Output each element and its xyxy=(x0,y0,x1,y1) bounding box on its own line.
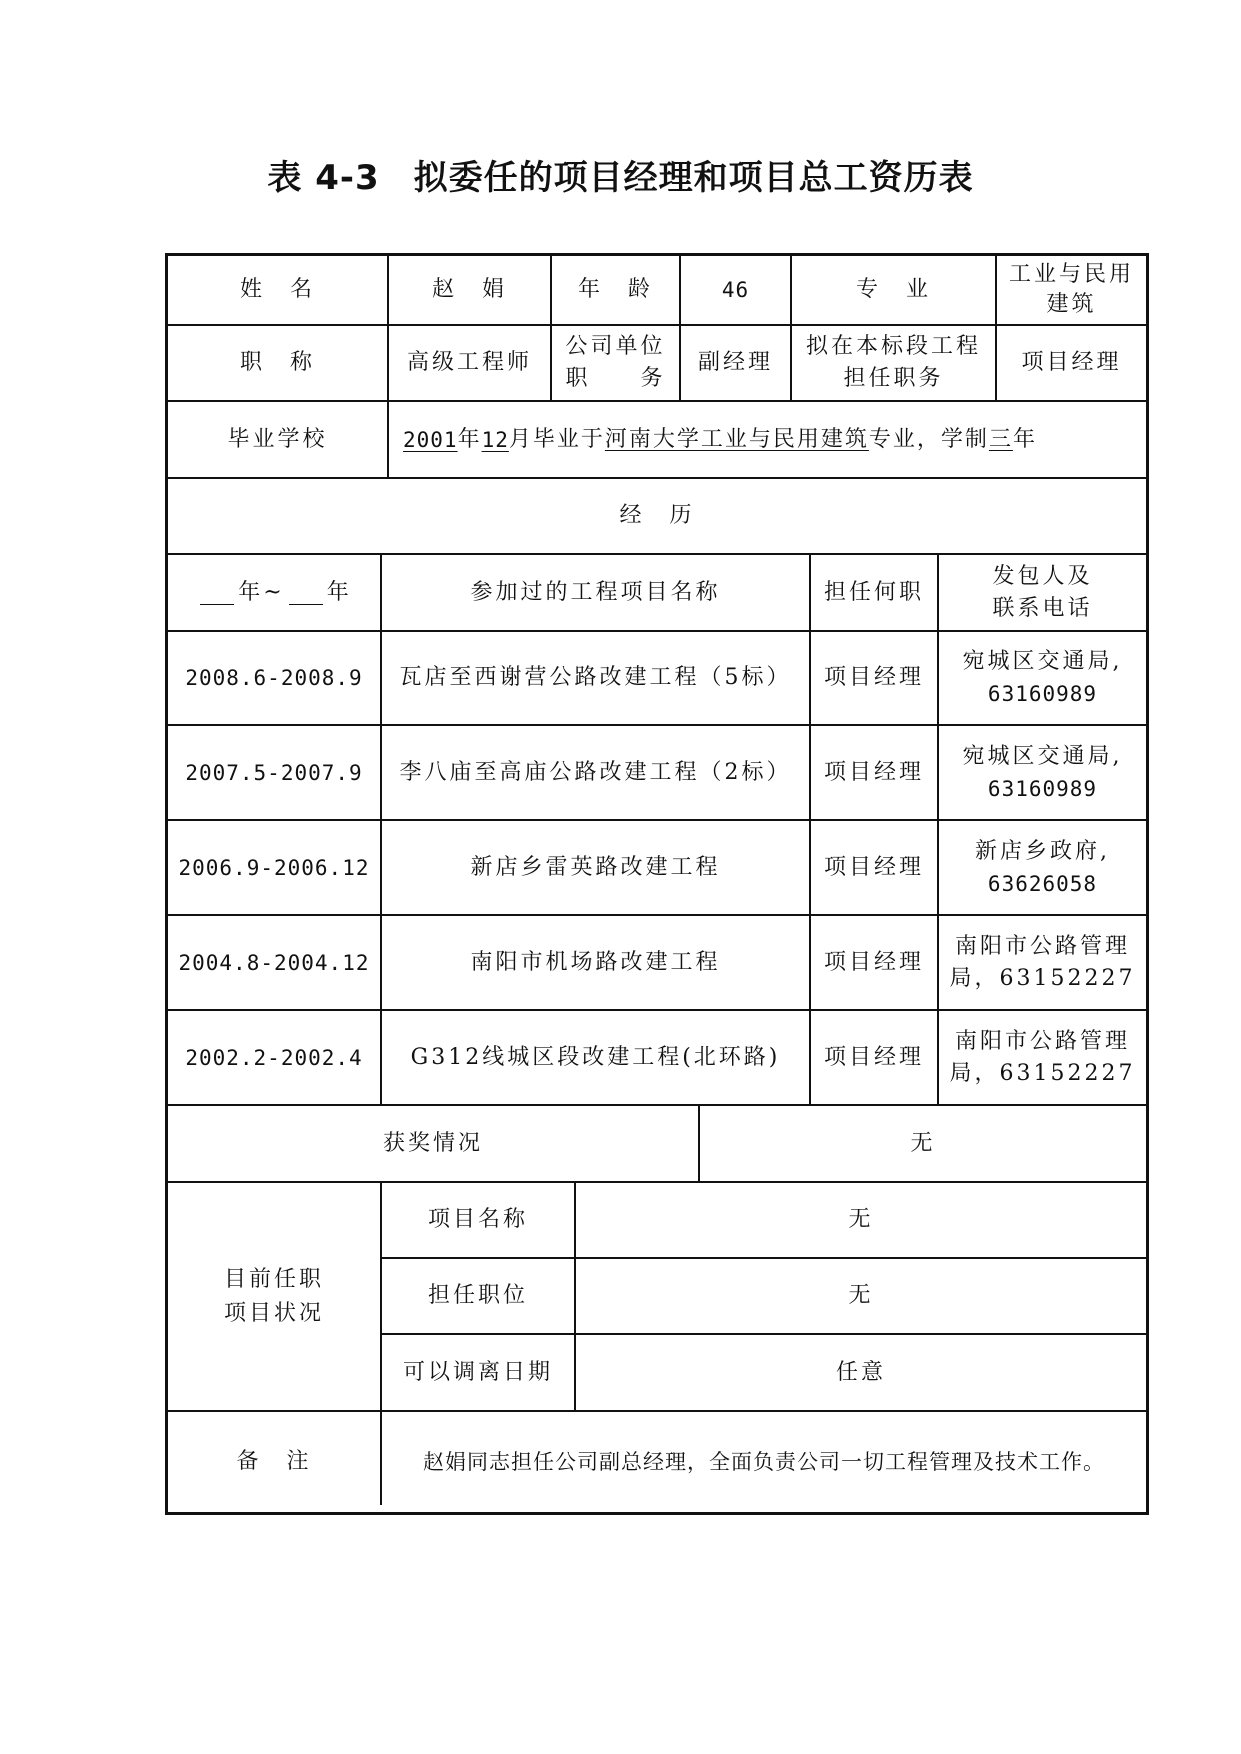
company-post-label: 公司单位 职 务 xyxy=(565,334,666,391)
experience-heading: 经 历 xyxy=(619,503,695,528)
table-row-role: 项目经理 xyxy=(823,665,924,690)
school-value: 2001 年 12 月毕业于 河南大学工业与民用建筑 专业，学制 三 年 xyxy=(389,402,1146,477)
age-label: 年 龄 xyxy=(577,277,653,302)
table-row-role: 项目经理 xyxy=(823,1044,924,1070)
resume-table xyxy=(165,253,1149,1515)
contact-header: 发包人及 联系电话 xyxy=(992,563,1093,621)
section-post-label: 拟在本标段工程 担任职务 xyxy=(805,334,981,391)
table-row-period: 2006.9-2006.12 xyxy=(178,855,370,880)
table-title: 拟委任的项目经理和项目总工资历表 xyxy=(413,158,974,198)
table-row-period: 2008.6-2008.9 xyxy=(185,666,363,690)
current-project-name: 无 xyxy=(848,1207,874,1232)
transfer-date-label: 可以调离日期 xyxy=(402,1359,553,1385)
company-post-value: 副经理 xyxy=(697,350,773,375)
major-value: 工业与民用 建筑 xyxy=(1008,262,1134,317)
table-number: 表 4-3 xyxy=(267,158,380,198)
project-header: 参加过的工程项目名称 xyxy=(470,579,721,605)
table-row-project: 新店乡雷英路改建工程 xyxy=(470,854,721,880)
table-row-contact: 宛城区交通局, 63160989 xyxy=(962,743,1123,801)
major-label: 专 业 xyxy=(855,277,931,302)
school-name: 河南大学工业与民用建筑 xyxy=(604,426,869,452)
transfer-date: 任意 xyxy=(835,1359,886,1385)
school-years: 三 xyxy=(988,426,1013,452)
awards-value: 无 xyxy=(910,1130,936,1156)
table-row-contact: 南阳市公路管理 局，63152227 xyxy=(949,1028,1136,1086)
table-row-project: 李八庙至高庙公路改建工程（2标） xyxy=(399,759,792,785)
table-row-period: 2004.8-2004.12 xyxy=(178,950,370,975)
title-label: 职 称 xyxy=(239,350,315,375)
page-title xyxy=(0,150,1241,199)
remarks-label: 备 注 xyxy=(236,1449,312,1474)
table-row-contact: 新店乡政府, 63626058 xyxy=(975,838,1110,896)
title-value: 高级工程师 xyxy=(406,350,532,375)
table-row-role: 项目经理 xyxy=(823,854,924,880)
school-label: 毕业学校 xyxy=(227,426,328,452)
name-label: 姓 名 xyxy=(239,277,315,302)
graduation-year: 2001 xyxy=(403,427,458,452)
current-position: 无 xyxy=(848,1283,874,1308)
table-row-project: G312线城区段改建工程(北环路) xyxy=(410,1044,781,1070)
table-row-project: 瓦店至西谢营公路改建工程（5标） xyxy=(399,665,792,690)
table-row-period: 2007.5-2007.9 xyxy=(185,760,363,785)
current-position-label: 担任职位 xyxy=(427,1283,528,1308)
table-row-project: 南阳市机场路改建工程 xyxy=(470,949,721,975)
table-row-contact: 南阳市公路管理 局，63152227 xyxy=(949,933,1136,991)
role-header: 担任何职 xyxy=(823,579,924,605)
section-post-value: 项目经理 xyxy=(1021,350,1122,375)
table-row-role: 项目经理 xyxy=(823,759,924,785)
graduation-month: 12 xyxy=(481,427,509,452)
current-status-label: 目前任职 项目状况 xyxy=(223,1266,324,1326)
table-row-role: 项目经理 xyxy=(823,949,924,975)
remarks-value: 赵娟同志担任公司副总经理，全面负责公司一切工程管理及技术工作。 xyxy=(423,1450,1105,1474)
period-header: 年~ 年 xyxy=(168,555,380,630)
age-value: 46 xyxy=(721,278,750,302)
awards-label: 获奖情况 xyxy=(382,1130,483,1156)
name-value: 赵 娟 xyxy=(431,277,507,302)
current-project-name-label: 项目名称 xyxy=(427,1207,528,1232)
table-row-contact: 宛城区交通局, 63160989 xyxy=(962,649,1123,706)
table-row-period: 2002.2-2002.4 xyxy=(185,1045,363,1070)
